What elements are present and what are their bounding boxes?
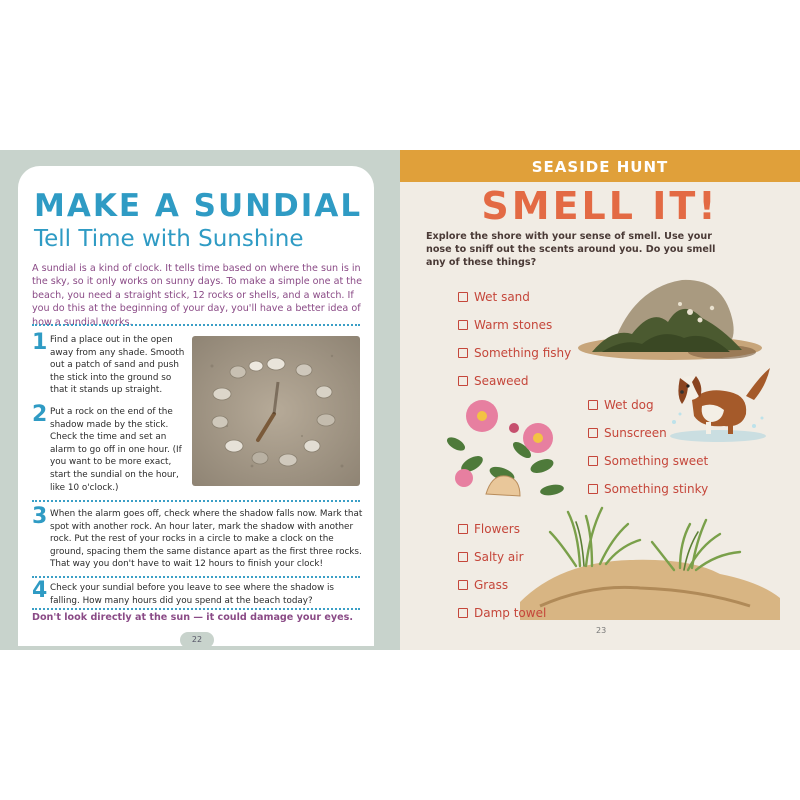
checklist-item[interactable]: Wet sand xyxy=(458,290,530,304)
step-number: 3 xyxy=(32,504,48,529)
page-number: 23 xyxy=(596,626,607,635)
intro-text: A sundial is a kind of clock. It tells time based on where the sun is in the sky, so it only works on sunny days. To make a simple one at the beach, you need a straight stick, 12 rocks or shells, and a watch. If you do this at the beginning of your day, you'll have a better idea of how a sundial works. xyxy=(32,263,363,328)
banner-label: SEASIDE HUNT xyxy=(531,158,669,176)
checkbox[interactable] xyxy=(458,348,468,358)
checklist-item[interactable]: Something sweet xyxy=(588,454,708,468)
checklist-item[interactable]: Grass xyxy=(458,578,508,592)
step-number: 1 xyxy=(32,330,48,355)
page-title: MAKE A SUNDIAL xyxy=(34,188,363,224)
right-page xyxy=(400,150,800,650)
sundial-photo xyxy=(192,336,360,486)
page-number: 22 xyxy=(180,632,214,648)
checkbox[interactable] xyxy=(588,400,598,410)
divider xyxy=(32,500,360,502)
checklist-item[interactable]: Something stinky xyxy=(588,482,708,496)
step-number: 4 xyxy=(32,578,48,603)
seaweed-rock-illustration xyxy=(572,268,762,364)
checkbox[interactable] xyxy=(458,552,468,562)
checkbox[interactable] xyxy=(588,484,598,494)
step-text: Put a rock on the end of the shadow made by the stick. Check the time and set an alarm to go off in one hour. (If you want to be more exact, start the sundial on the hour, like 10 o'clock.) xyxy=(50,407,182,493)
checkbox[interactable] xyxy=(588,428,598,438)
checklist-item[interactable]: Warm stones xyxy=(458,318,552,332)
rose-flowers-illustration xyxy=(442,394,574,504)
divider xyxy=(32,608,360,610)
checkbox[interactable] xyxy=(458,608,468,618)
checkbox[interactable] xyxy=(458,524,468,534)
checklist-item[interactable]: Seaweed xyxy=(458,374,529,388)
checkbox[interactable] xyxy=(458,580,468,590)
sundial-card xyxy=(18,166,374,646)
step-text: Find a place out in the open away from any shade. Smooth out a patch of sand and push the stick into the ground so that it stands up straight. xyxy=(50,335,185,396)
checklist-item[interactable]: Damp towel xyxy=(458,606,546,620)
dog-illustration xyxy=(662,356,774,446)
checklist-item[interactable]: Salty air xyxy=(458,550,524,564)
step-text: When the alarm goes off, check where the shadow falls now. Mark that spot with another rock. An hour later, mark the shadow with another rock. Put the rest of your rocks in a circle to make a clock on the ground, spacing them the same distance apart as the first three rocks. That way you don't have to wait 12 hours to finish your clock! xyxy=(50,509,363,570)
step-number: 2 xyxy=(32,402,48,427)
checkbox[interactable] xyxy=(588,456,598,466)
checkbox[interactable] xyxy=(458,320,468,330)
intro-text: Explore the shore with your sense of smell. Use your nose to sniff out the scents around you. Do you smell any of these things? xyxy=(426,231,716,268)
step-text: Check your sundial before you leave to see where the shadow is falling. How many hours did you spend at the beach today? xyxy=(50,583,334,606)
checklist-item[interactable]: Sunscreen xyxy=(588,426,667,440)
book-spread xyxy=(0,150,800,650)
divider xyxy=(32,576,360,578)
checklist-item[interactable]: Something fishy xyxy=(458,346,571,360)
safety-warning: Don't look directly at the sun — it could damage your eyes. xyxy=(32,612,354,623)
divider xyxy=(32,324,360,326)
page-title: SMELL IT! xyxy=(481,184,719,228)
checklist-item[interactable]: Flowers xyxy=(458,522,520,536)
left-page xyxy=(0,150,400,650)
page-subtitle: Tell Time with Sunshine xyxy=(34,226,304,252)
checkbox[interactable] xyxy=(458,376,468,386)
beach-grass-illustration xyxy=(520,502,780,620)
checklist-item[interactable]: Wet dog xyxy=(588,398,654,412)
checkbox[interactable] xyxy=(458,292,468,302)
